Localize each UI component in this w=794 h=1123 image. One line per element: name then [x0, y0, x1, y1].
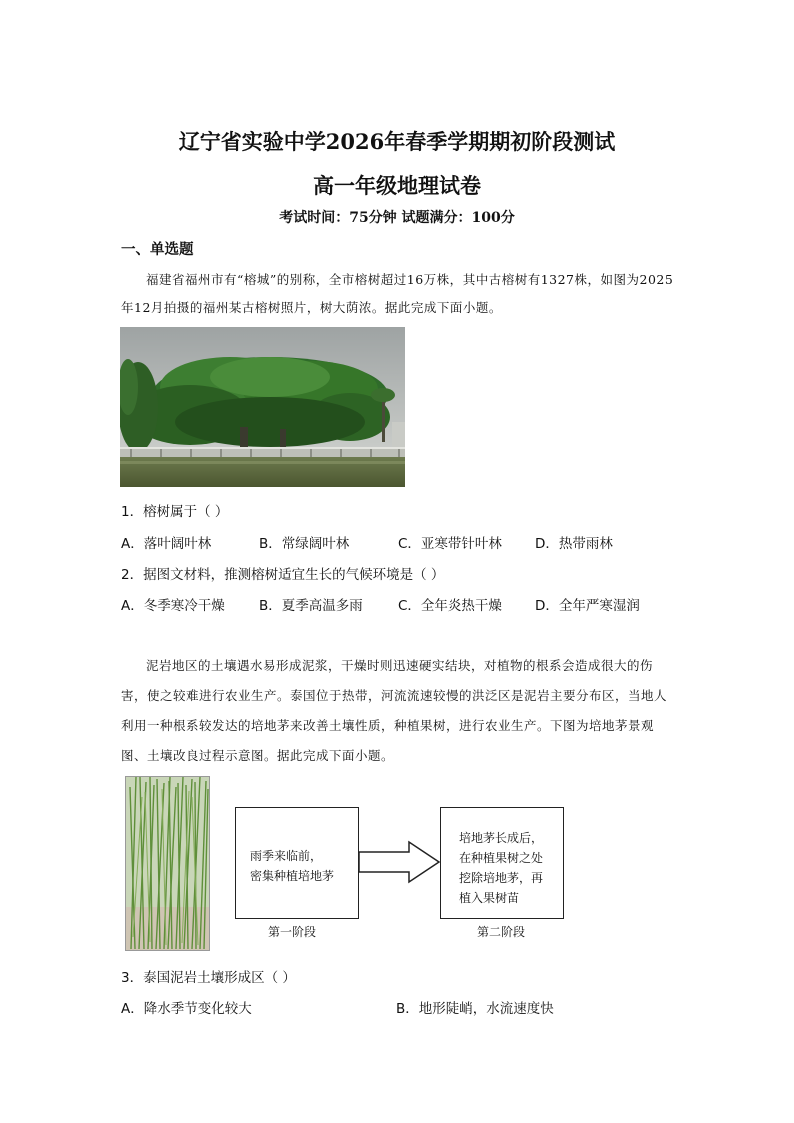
stage-2-text-line-3: 挖除培地茅，再 — [459, 871, 544, 885]
stage-1-text-line-2: 密集种植培地茅 — [250, 869, 335, 883]
passage-1: 福建省福州市有“榕城”的别称，全市榕树超过16万株，其中古榕树有1327株，如图为2025年12月拍摄的福州某古榕树照片，树大荫浓。据此完成下面小题。 — [121, 272, 674, 315]
question-3-stem: 3．泰国泥岩土壤形成区（ ） — [121, 970, 296, 986]
stage-1-text-line-1: 雨季来临前， — [250, 849, 323, 863]
vetiver-grass-photo — [125, 776, 210, 951]
exam-info: 考试时间：75分钟 试题满分：100分 — [279, 210, 515, 226]
q1-option-c[interactable]: C．亚寒带针叶林 — [398, 536, 502, 552]
stage-2-box — [440, 807, 564, 919]
q2-option-b[interactable]: B．夏季高温多雨 — [259, 598, 363, 614]
stage-1-label: 第一阶段 — [268, 925, 317, 939]
exam-subtitle: 高一年级地理试卷 — [313, 173, 481, 198]
q2-option-a[interactable]: A．冬季寒冷干燥 — [121, 598, 225, 614]
exam-title: 辽宁省实验中学2026年春季学期期初阶段测试 — [178, 129, 616, 154]
stage-2-text-line-2: 在种植果树之处 — [459, 851, 544, 865]
q1-option-b[interactable]: B．常绿阔叶林 — [259, 536, 350, 552]
arrow-icon — [359, 840, 441, 888]
q1-option-a[interactable]: A．落叶阔叶林 — [121, 536, 212, 552]
stage-2-label: 第二阶段 — [477, 925, 526, 939]
q1-option-d[interactable]: D．热带雨林 — [535, 536, 613, 552]
stage-2-text-line-1: 培地茅长成后， — [459, 831, 544, 845]
stage-1-box — [235, 807, 359, 919]
stage-2-text-line-4: 植入果树苗 — [459, 891, 520, 905]
q2-option-c[interactable]: C．全年炎热干燥 — [398, 598, 502, 614]
question-2-stem: 2．据图文材料，推测榕树适宜生长的气候环境是（ ） — [121, 567, 445, 583]
q3-option-a[interactable]: A．降水季节变化较大 — [121, 1001, 252, 1017]
q3-option-b[interactable]: B．地形陡峭，水流速度快 — [396, 1001, 554, 1017]
banyan-tree-photo — [120, 327, 405, 487]
passage-2: 泥岩地区的土壤遇水易形成泥浆，干燥时则迅速硬实结块，对植物的根系会造成很大的伤害，使之较难进行农业生产。泰国位于热带，河流流速较慢的洪泛区是泥岩主要分布区，当地人利用一种根系较发达的培地茅来改善土壤性质，种植果树，进行农业生产。下图为培地茅景观图、土壤改良过程示意图。据此完成下面小题。 — [121, 658, 668, 763]
section-heading: 一、单选题 — [121, 242, 194, 258]
q2-option-d[interactable]: D．全年严寒湿润 — [535, 598, 640, 614]
question-1-stem: 1．榕树属于（ ） — [121, 504, 229, 520]
